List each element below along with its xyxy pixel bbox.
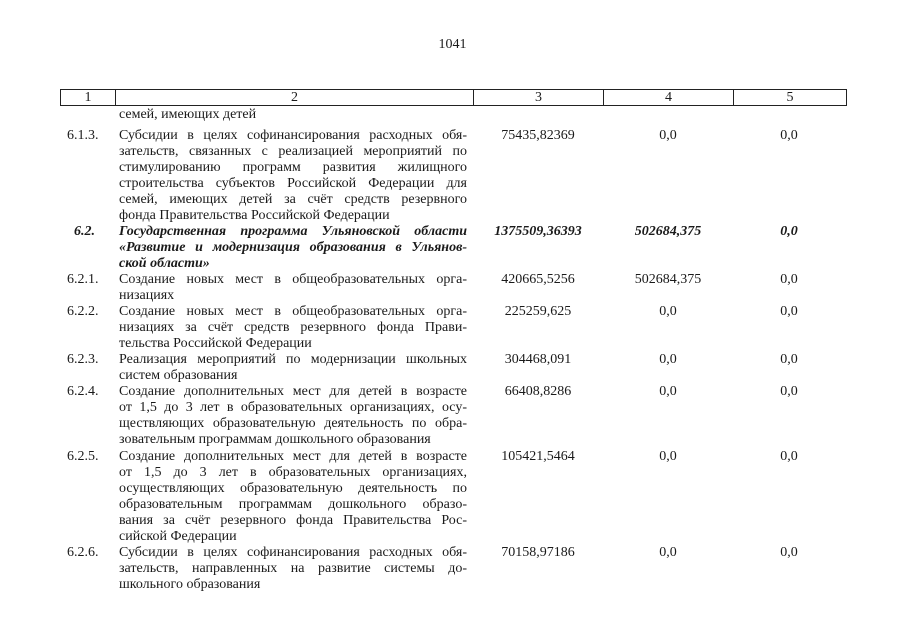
description-line: вания за счёт резервного фонда Правительства Рос- (119, 513, 467, 528)
description-line: от 1,5 до 3 лет в образовательных организациях, осу- (119, 400, 467, 415)
description-line: фонда Правительства Российской Федерации (119, 208, 390, 223)
row-description (119, 545, 467, 593)
value-col-3: 75435,82369 (501, 128, 575, 143)
value-col-5: 0,0 (780, 449, 798, 464)
row-description (119, 224, 467, 272)
value-col-4: 0,0 (659, 352, 677, 367)
header-col-3: 3 (473, 89, 603, 106)
value-col-4: 0,0 (659, 304, 677, 319)
row-number: 6.2. (74, 224, 95, 239)
value-col-5: 0,0 (780, 128, 798, 143)
description-line: Субсидии в целях софинансирования расходных обя- (119, 128, 467, 143)
description-line: Государственная программа Ульяновской области (119, 224, 467, 239)
header-col-4: 4 (603, 89, 733, 106)
page-number: 1041 (438, 37, 467, 52)
description-line: низациях за счёт средств резервного фонда Прави- (119, 320, 467, 335)
value-col-3: 420665,5256 (501, 272, 575, 287)
value-col-4: 502684,375 (634, 272, 702, 287)
row-number: 6.1.3. (67, 128, 99, 143)
description-line: семей, имеющих детей (119, 107, 257, 122)
header-col-2: 2 (115, 89, 473, 106)
description-line: Создание дополнительных мест для детей в возрасте (119, 449, 467, 464)
value-col-3: 66408,8286 (504, 384, 572, 399)
description-line: образовательным программам дошкольного образо- (119, 497, 467, 512)
description-line: «Развитие и модернизация образования в Ульянов- (119, 240, 467, 255)
header-col-5: 5 (733, 89, 847, 106)
value-col-4: 0,0 (659, 545, 677, 560)
value-col-4: 502684,375 (634, 224, 702, 239)
value-col-5: 0,0 (780, 224, 798, 239)
row-number: 6.2.5. (67, 449, 99, 464)
description-line: ской области» (119, 256, 210, 271)
row-number: 6.2.2. (67, 304, 99, 319)
value-col-3: 105421,5464 (501, 449, 575, 464)
row-description (119, 272, 467, 304)
value-col-5: 0,0 (780, 545, 798, 560)
value-col-4: 0,0 (659, 128, 677, 143)
description-line: Создание новых мест в общеобразовательных орга- (119, 272, 467, 287)
description-line: Реализация мероприятий по модернизации школьных (119, 352, 467, 367)
value-col-5: 0,0 (780, 352, 798, 367)
value-col-5: 0,0 (780, 304, 798, 319)
description-line: тельства Российской Федерации (119, 336, 312, 351)
description-line: Субсидии в целях софинансирования расходных обя- (119, 545, 467, 560)
description-line: осуществляющих образовательную деятельность по (119, 481, 467, 496)
description-line: от 1,5 до 3 лет в образовательных организациях, (119, 465, 467, 480)
description-line: зовательным программам дошкольного образования (119, 432, 431, 447)
row-number: 6.2.1. (67, 272, 99, 287)
description-line: ществляющих образовательную деятельность по обра- (119, 416, 467, 431)
value-col-4: 0,0 (659, 384, 677, 399)
row-description (119, 449, 467, 545)
description-line: зательств, направленных на развитие системы до- (119, 561, 467, 576)
value-col-3: 304468,091 (504, 352, 572, 367)
row-number: 6.2.3. (67, 352, 99, 367)
description-line: строительства субъектов Российской Федерации для (119, 176, 467, 191)
description-line: зательств, связанных с реализацией мероприятий по (119, 144, 467, 159)
value-col-3: 225259,625 (504, 304, 572, 319)
value-col-3: 1375509,36393 (494, 224, 582, 239)
row-description (119, 384, 467, 448)
row-number: 6.2.6. (67, 545, 99, 560)
description-line: Создание новых мест в общеобразовательных орга- (119, 304, 467, 319)
value-col-5: 0,0 (780, 384, 798, 399)
description-line: низациях (119, 288, 175, 303)
description-line: семей, имеющих детей за счёт средств резервного (119, 192, 467, 207)
value-col-5: 0,0 (780, 272, 798, 287)
row-number: 6.2.4. (67, 384, 99, 399)
description-line: Создание дополнительных мест для детей в возрасте (119, 384, 467, 399)
row-description (119, 352, 467, 384)
header-col-1: 1 (60, 89, 115, 106)
row-description (119, 128, 467, 224)
value-col-4: 0,0 (659, 449, 677, 464)
row-description (119, 304, 467, 352)
row-description (119, 107, 467, 123)
description-line: систем образования (119, 368, 238, 383)
description-line: сийской Федерации (119, 529, 237, 544)
value-col-3: 70158,97186 (501, 545, 575, 560)
description-line: стимулированию программ развития жилищного (119, 160, 467, 175)
description-line: школьного образования (119, 577, 261, 592)
